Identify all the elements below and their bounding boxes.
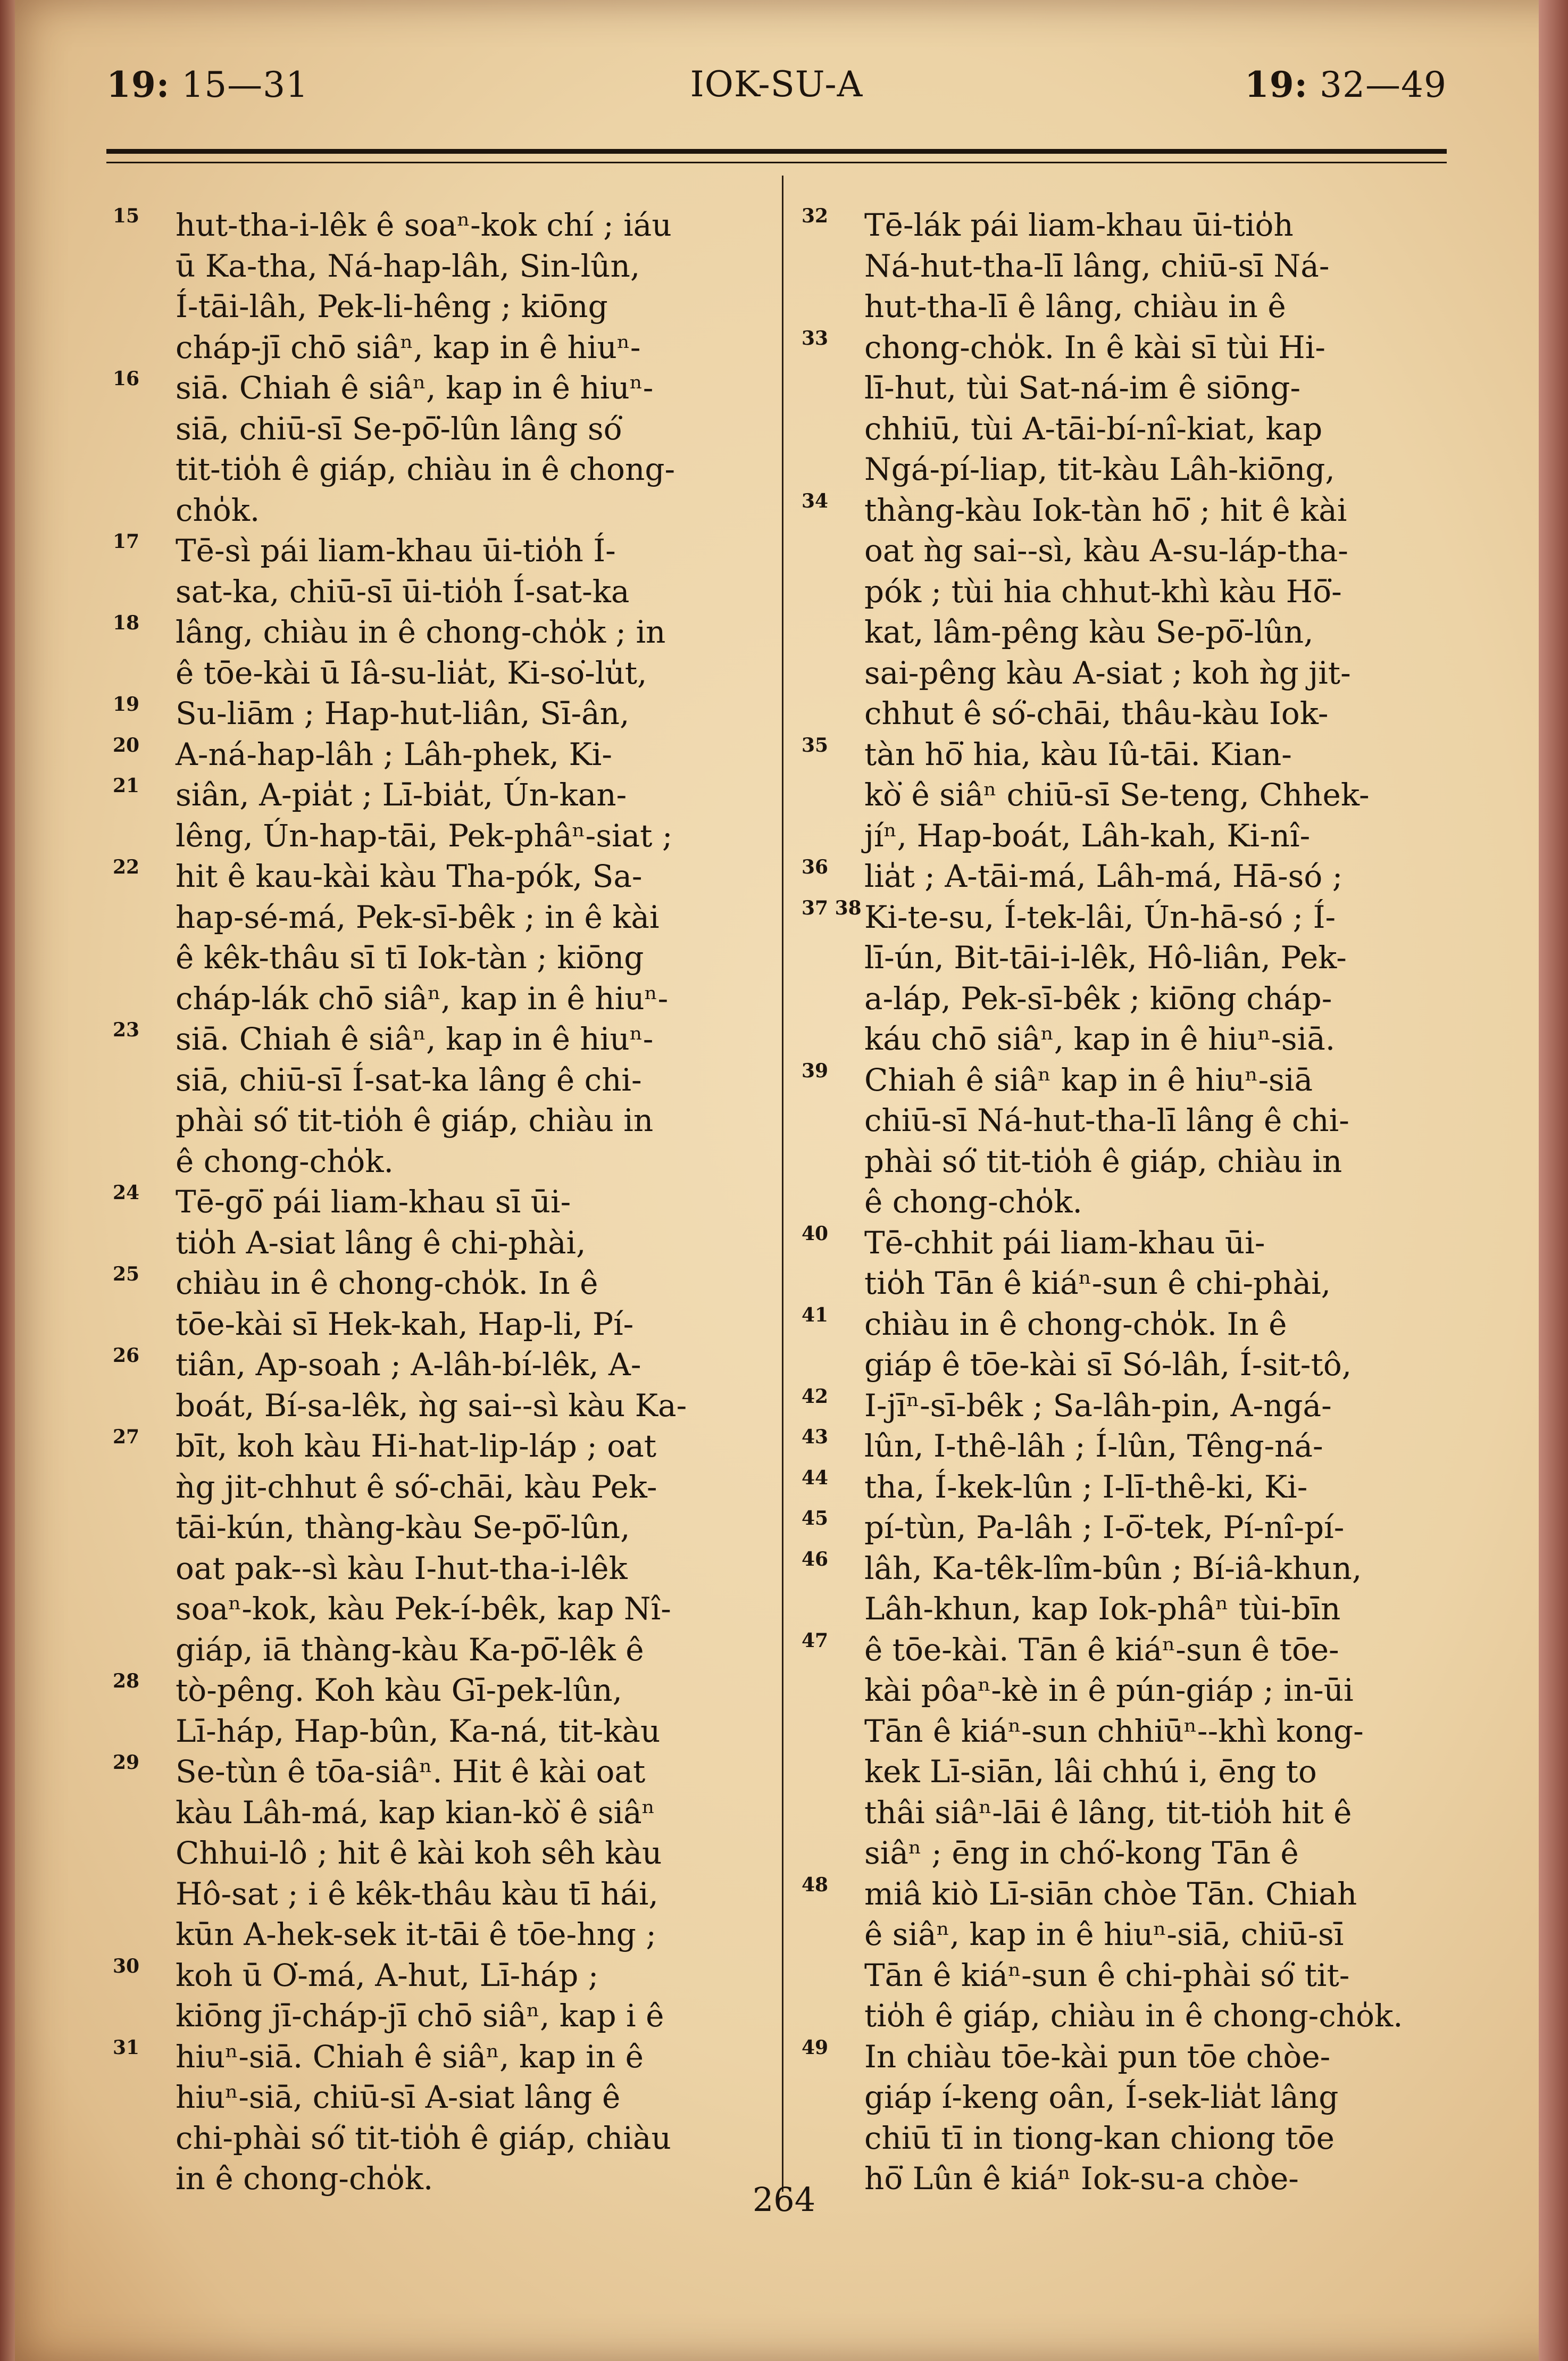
text-line — [802, 1222, 1449, 1263]
text-line — [176, 1467, 766, 1508]
text-line — [176, 449, 766, 490]
text-line — [864, 978, 1449, 1019]
verse-number: 18 — [113, 612, 140, 634]
line-text: kàu Lâh-má, kap kian-kò͘ ê siâⁿ — [176, 1794, 655, 1831]
text-line — [113, 734, 766, 775]
line-text: tōe-kài sī Hek-kah, Hap-li, Pí- — [176, 1306, 634, 1342]
text-line — [176, 409, 766, 450]
line-text: Tān ê kiáⁿ-sun chhiūⁿ--khì kong- — [864, 1712, 1364, 1749]
text-line — [113, 1670, 766, 1711]
text-line — [864, 612, 1449, 653]
verse-number: 43 — [802, 1426, 829, 1448]
line-text: Hô-sat ; i ê kêk-thâu kàu tī hái, — [176, 1875, 658, 1912]
line-text: kat, lâm-pêng kàu Se-pō͘-lûn, — [864, 614, 1314, 650]
verse-number: 24 — [113, 1182, 140, 1204]
line-text: Se-tùn ê tōa-siâⁿ. Hit ê kài oat — [176, 1753, 646, 1790]
book-title: IOK-SU-A — [690, 64, 863, 105]
text-line — [864, 368, 1449, 409]
line-text: sai-pêng kàu A-siat ; koh ǹg jit- — [864, 654, 1351, 691]
line-text: oat pak--sì kàu I-hut-tha-i-lêk — [176, 1550, 628, 1586]
page-number: 264 — [752, 2180, 816, 2219]
line-text: Ngá-pí-liap, tit-kàu Lâh-kiōng, — [864, 451, 1335, 487]
text-line — [864, 1100, 1449, 1141]
line-text: siā. Chiah ê siâⁿ, kap in ê hiuⁿ- — [176, 370, 654, 406]
text-line — [864, 1711, 1449, 1752]
verse-number: 21 — [113, 775, 140, 797]
verse-number: 37 38 — [802, 896, 862, 919]
line-text: Chiah ê siâⁿ kap in ê hiuⁿ-siā — [864, 1061, 1313, 1098]
line-text: kò͘ ê siâⁿ chiū-sī Se-teng, Chhek- — [864, 777, 1370, 813]
line-text: ê kêk-thâu sī tī Iok-tàn ; kiōng — [176, 940, 644, 976]
text-line — [802, 327, 1449, 368]
line-text: sat-ka, chiū-sī ūi-tio̍h Í-sat-ka — [176, 573, 630, 610]
text-line — [176, 1996, 766, 2036]
line-text: Lâh-khun, kap Iok-phâⁿ tùi-bīn — [864, 1591, 1341, 1627]
text-line — [113, 530, 766, 571]
text-line — [802, 1629, 1449, 1670]
text-line — [864, 775, 1449, 816]
line-text: siā. Chiah ê siâⁿ, kap in ê hiuⁿ- — [176, 1021, 654, 1057]
line-text: kiōng jī-cháp-jī chō siâⁿ, kap i ê — [176, 1998, 664, 2034]
line-text: miâ kiò Lī-siān chòe Tān. Chiah — [864, 1875, 1357, 1912]
text-line — [864, 1751, 1449, 1792]
verse-number: 29 — [113, 1751, 140, 1774]
line-text: Í-tāi-lâh, Pek-li-hêng ; kiōng — [176, 288, 608, 325]
line-text: phài só͘ tit-tio̍h ê giáp, chiàu in — [864, 1143, 1342, 1179]
verse-number: 46 — [802, 1548, 829, 1570]
text-line — [864, 1914, 1449, 1955]
text-line — [802, 1426, 1449, 1467]
verse-number: 22 — [113, 856, 140, 878]
line-text: hō͘ Lûn ê kiáⁿ Iok-su-a chòe- — [864, 2160, 1299, 2197]
text-line — [176, 1914, 766, 1955]
text-line — [864, 246, 1449, 287]
verse-number: 25 — [113, 1263, 140, 1285]
line-text: lûn, I-thê-lâh ; Í-lûn, Têng-ná- — [864, 1428, 1323, 1464]
text-line — [176, 1507, 766, 1548]
line-text: In chiàu tōe-kài pun tōe chòe- — [864, 2038, 1331, 2075]
text-line — [864, 1670, 1449, 1711]
line-text: boát, Bí-sa-lêk, ǹg sai--sì kàu Ka- — [176, 1387, 687, 1424]
line-text: hiuⁿ-siā, chiū-sī A-siat lâng ê — [176, 2079, 621, 2115]
verse-number: 36 — [802, 856, 829, 878]
verse-number: 20 — [113, 734, 140, 756]
verse-number: 42 — [802, 1385, 829, 1408]
text-line — [864, 1996, 1449, 2036]
line-text: chiū-sī Ná-hut-tha-lī lâng ê chi- — [864, 1102, 1349, 1138]
line-text: koh ū O͘-má, A-hut, Lī-háp ; — [176, 1957, 599, 1993]
line-text: kài pôaⁿ-kè in ê pún-giáp ; in-ūi — [864, 1672, 1354, 1708]
column-divider — [782, 176, 783, 2192]
text-line — [176, 2118, 766, 2159]
line-text: soaⁿ-kok, kàu Pek-í-bêk, kap Nî- — [176, 1591, 671, 1627]
page-gutter-shadow — [0, 0, 15, 2361]
line-text: ū Ka-tha, Ná-hap-lâh, Sin-lûn, — [176, 247, 640, 284]
line-text: hiuⁿ-siā. Chiah ê siâⁿ, kap in ê — [176, 2038, 644, 2075]
line-text: thâi siâⁿ-lāi ê lâng, tit-tio̍h hit ê — [864, 1794, 1352, 1831]
line-text: siâⁿ ; ēng in chó͘-kong Tān ê — [864, 1835, 1299, 1871]
header-range-right: 32—49 — [1308, 64, 1447, 105]
line-text: tiân, Ap-soah ; A-lâh-bí-lêk, A- — [176, 1346, 641, 1383]
header-verse-range-right — [1245, 64, 1447, 105]
verse-number: 19 — [113, 693, 140, 716]
line-text: ê siâⁿ, kap in ê hiuⁿ-siā, chiū-sī — [864, 1916, 1344, 1952]
line-text: siā, chiū-sī Se-pō͘-lûn lâng só͘ — [176, 410, 622, 447]
header-chapter-right: 19: — [1244, 64, 1308, 105]
text-line — [864, 1589, 1449, 1630]
verse-number: 45 — [802, 1507, 829, 1529]
header-range-left-text: 15—31 — [170, 64, 309, 105]
text-line — [176, 1100, 766, 1141]
line-text: chong-cho̍k. In ê kài sī tùi Hi- — [864, 329, 1325, 365]
line-text: Ná-hut-tha-lī lâng, chiū-sī Ná- — [864, 247, 1330, 284]
line-text: tha, Í-kek-lûn ; I-lī-thê-ki, Ki- — [864, 1468, 1308, 1505]
line-text: giáp í-keng oân, Í-sek-lia̍t lâng — [864, 2079, 1339, 2115]
line-text: A-ná-hap-lâh ; Lâh-phek, Ki- — [176, 736, 612, 772]
page-edge — [1539, 0, 1568, 2361]
text-line — [113, 775, 766, 816]
text-line — [802, 734, 1449, 775]
line-text: ê tōe-kài. Tān ê kiáⁿ-sun ê tōe- — [864, 1631, 1339, 1668]
line-text: Su-liām ; Hap-hut-liân, Sī-ân, — [176, 695, 630, 731]
line-text: kūn A-hek-sek it-tāi ê tōe-hng ; — [176, 1916, 656, 1952]
text-line — [176, 2077, 766, 2118]
line-text: siā, chiū-sī Í-sat-ka lâng ê chi- — [176, 1061, 642, 1098]
line-text: chhut ê só͘-chāi, thâu-kàu Iok- — [864, 695, 1329, 731]
line-text: bīt, koh kàu Hi-hat-lip-láp ; oat — [176, 1428, 657, 1464]
line-text: lī-hut, tùi Sat-ná-im ê siōng- — [864, 370, 1301, 406]
verse-number: 48 — [802, 1873, 829, 1896]
line-text: chiū tī in tiong-kan chiong tōe — [864, 2119, 1335, 2156]
line-text: ǹg jit-chhut ê só͘-chāi, kàu Pek- — [176, 1468, 657, 1505]
verse-number: 26 — [113, 1344, 140, 1367]
text-line — [176, 816, 766, 857]
line-text: Ki-te-su, Í-tek-lâi, Ún-hā-só ; Í- — [864, 899, 1336, 935]
text-line — [864, 2077, 1449, 2118]
line-text: phài só͘ tit-tio̍h ê giáp, chiàu in — [176, 1102, 654, 1138]
line-text: hap-sé-má, Pek-sī-bêk ; in ê kài — [176, 899, 660, 935]
line-text: pók ; tùi hia chhut-khì kàu Hō͘- — [864, 573, 1342, 610]
line-text: Lī-háp, Hap-bûn, Ka-ná, tit-kàu — [176, 1712, 661, 1749]
line-text: hut-tha-lī ê lâng, chiàu in ê — [864, 288, 1286, 325]
verse-number: 32 — [802, 205, 829, 227]
text-line — [802, 1548, 1449, 1589]
line-text: lī-ún, Bit-tāi-i-lêk, Hô-liân, Pek- — [864, 940, 1347, 976]
text-line — [113, 1344, 766, 1385]
text-line — [802, 1466, 1449, 1508]
verse-number: 35 — [802, 734, 829, 756]
text-line — [176, 978, 766, 1019]
text-line — [113, 856, 766, 897]
line-text: chiàu in ê chong-cho̍k. In ê — [864, 1306, 1287, 1342]
line-text: I-jīⁿ-sī-bêk ; Sa-lâh-pin, A-ngá- — [864, 1387, 1332, 1424]
verse-number: 31 — [113, 2036, 140, 2059]
text-line — [864, 1792, 1449, 1833]
verse-number: 23 — [113, 1019, 140, 1041]
text-line — [802, 489, 1449, 531]
text-line — [864, 937, 1449, 978]
line-text: pí-tùn, Pa-lâh ; I-ō͘-tek, Pí-nî-pí- — [864, 1509, 1345, 1545]
text-line — [802, 1507, 1449, 1548]
text-line — [864, 1955, 1449, 1996]
header-chapter-left: 19: — [106, 64, 170, 105]
text-line — [864, 286, 1449, 327]
line-text: Tē-chhit pái liam-khau ūi- — [864, 1224, 1265, 1261]
text-line — [802, 1385, 1449, 1426]
text-line — [864, 449, 1449, 490]
left-text-column — [113, 205, 766, 2199]
line-text: lâh, Ka-têk-lîm-bûn ; Bí-iâ-khun, — [864, 1550, 1362, 1586]
text-line — [802, 856, 1449, 897]
text-line — [176, 1833, 766, 1874]
text-line — [113, 612, 766, 653]
line-text: in ê chong-cho̍k. — [176, 2160, 433, 2197]
verse-number: 16 — [113, 368, 140, 390]
line-text: hut-tha-i-lêk ê soaⁿ-kok chí ; iáu — [176, 207, 672, 243]
text-line — [113, 1751, 766, 1792]
line-text: giáp, iā thàng-kàu Ka-pō͘-lêk ê — [176, 1631, 644, 1668]
text-line — [802, 2036, 1449, 2077]
text-line — [176, 1792, 766, 1833]
line-text: ê tōe-kài ū Iâ-su-lia̍t, Ki-so͘-lu̍t, — [176, 654, 647, 691]
text-line — [176, 937, 766, 978]
text-line — [864, 693, 1449, 734]
text-line — [864, 1141, 1449, 1182]
right-text-column — [802, 205, 1449, 2199]
header-rule-thick — [106, 149, 1447, 154]
line-text: tò-pêng. Koh kàu Gī-pek-lûn, — [176, 1672, 622, 1708]
line-text: lia̍t ; A-tāi-má, Lâh-má, Hā-só ; — [864, 858, 1343, 894]
text-line — [176, 1874, 766, 1915]
text-line — [802, 1303, 1449, 1345]
line-text: a-láp, Pek-sī-bêk ; kiōng cháp- — [864, 980, 1332, 1017]
text-line — [176, 1060, 766, 1101]
verse-number: 34 — [802, 489, 829, 512]
text-line — [113, 1263, 766, 1304]
text-line — [176, 1385, 766, 1426]
text-line — [802, 896, 1449, 938]
verse-number: 41 — [802, 1303, 829, 1326]
line-text: ê chong-cho̍k. — [176, 1143, 394, 1179]
text-line — [113, 2036, 766, 2077]
line-text: Tē-lák pái liam-khau ūi-tio̍h — [864, 207, 1294, 243]
verse-number: 15 — [113, 205, 140, 227]
text-line — [176, 1630, 766, 1670]
text-line — [802, 1059, 1449, 1101]
text-line — [176, 246, 766, 287]
text-line — [113, 1019, 766, 1060]
header-rule-thin — [106, 162, 1447, 163]
line-text: chhiū, tùi A-tāi-bí-nî-kiat, kap — [864, 410, 1323, 447]
verse-number: 27 — [113, 1426, 140, 1448]
text-line — [176, 1304, 766, 1345]
text-line — [176, 1589, 766, 1630]
text-line — [176, 653, 766, 694]
line-text: tio̍h A-siat lâng ê chi-phài, — [176, 1224, 586, 1261]
line-text: tāi-kún, thàng-kàu Se-pō͘-lûn, — [176, 1509, 630, 1545]
line-text: siân, A-pia̍t ; Lī-bia̍t, Ún-kan- — [176, 777, 627, 813]
line-text: cho̍k. — [176, 492, 260, 528]
line-text: tàn hō͘ hia, kàu Iû-tāi. Kian- — [864, 736, 1292, 772]
text-line — [864, 816, 1449, 857]
text-line — [176, 1223, 766, 1263]
text-line — [802, 1873, 1449, 1915]
verse-number: 47 — [802, 1629, 829, 1652]
line-text: chiàu in ê chong-cho̍k. In ê — [176, 1265, 598, 1301]
verse-number: 17 — [113, 530, 140, 553]
text-line — [864, 409, 1449, 450]
line-text: tit-tio̍h ê giáp, chiàu in ê chong- — [176, 451, 675, 487]
verse-number: 40 — [802, 1222, 829, 1245]
text-line — [864, 1263, 1449, 1304]
text-line — [864, 653, 1449, 694]
text-line — [113, 693, 766, 734]
line-text: Chhui-lô ; hit ê kài koh sêh kàu — [176, 1835, 662, 1871]
running-header — [106, 64, 1447, 122]
line-text: lêng, Ún-hap-tāi, Pek-phâⁿ-siat ; — [176, 817, 673, 854]
verse-number: 39 — [802, 1059, 829, 1082]
verse-number: 30 — [113, 1955, 140, 1977]
text-line — [864, 1344, 1449, 1385]
line-text: thàng-kàu Iok-tàn hō͘ ; hit ê kài — [864, 492, 1347, 528]
text-line — [176, 327, 766, 368]
text-line — [113, 1426, 766, 1467]
text-line — [113, 205, 766, 246]
line-text: chi-phài só͘ tit-tio̍h ê giáp, chiàu — [176, 2119, 671, 2156]
line-text: hit ê kau-kài kàu Tha-pók, Sa- — [176, 858, 643, 894]
line-text: oat ǹg sai--sì, kàu A-su-láp-tha- — [864, 533, 1348, 569]
verse-number: 44 — [802, 1466, 829, 1489]
text-line — [864, 571, 1449, 612]
text-line — [113, 1955, 766, 1996]
text-line — [864, 1833, 1449, 1874]
line-text: káu chō siâⁿ, kap in ê hiuⁿ-siā. — [864, 1021, 1336, 1057]
text-line — [176, 897, 766, 938]
verse-number: 49 — [802, 2036, 829, 2059]
text-line — [176, 1141, 766, 1182]
verse-number: 33 — [802, 327, 829, 350]
line-text: cháp-lák chō siâⁿ, kap in ê hiuⁿ- — [176, 980, 669, 1017]
line-text: Tē-sì pái liam-khau ūi-tio̍h Í- — [176, 533, 616, 569]
text-line — [802, 205, 1449, 246]
text-line — [864, 530, 1449, 571]
text-line — [113, 1182, 766, 1223]
line-text: tio̍h ê giáp, chiàu in ê chong-cho̍k. — [864, 1998, 1403, 2034]
line-text: jíⁿ, Hap-boát, Lâh-kah, Ki-nî- — [864, 817, 1311, 854]
text-line — [176, 571, 766, 612]
text-line — [864, 1182, 1449, 1223]
line-text: tio̍h Tān ê kiáⁿ-sun ê chi-phài, — [864, 1265, 1331, 1301]
line-text: Tān ê kiáⁿ-sun ê chi-phài só͘ tit- — [864, 1957, 1350, 1993]
text-line — [864, 2118, 1449, 2159]
line-text: cháp-jī chō siâⁿ, kap in ê hiuⁿ- — [176, 329, 641, 365]
line-text: Tē-gō͘ pái liam-khau sī ūi- — [176, 1184, 571, 1220]
text-line — [176, 1548, 766, 1589]
text-line — [176, 286, 766, 327]
verse-number: 28 — [113, 1670, 140, 1692]
text-line — [176, 1711, 766, 1752]
line-text: giáp ê tōe-kài sī Só-lâh, Í-sit-tô, — [864, 1346, 1352, 1383]
line-text: lâng, chiàu in ê chong-cho̍k ; in — [176, 614, 666, 650]
text-line — [113, 368, 766, 409]
line-text: kek Lī-siān, lâi chhú i, ēng to — [864, 1753, 1317, 1790]
line-text: ê chong-cho̍k. — [864, 1184, 1082, 1220]
text-line — [864, 1019, 1449, 1060]
text-line — [176, 490, 766, 531]
